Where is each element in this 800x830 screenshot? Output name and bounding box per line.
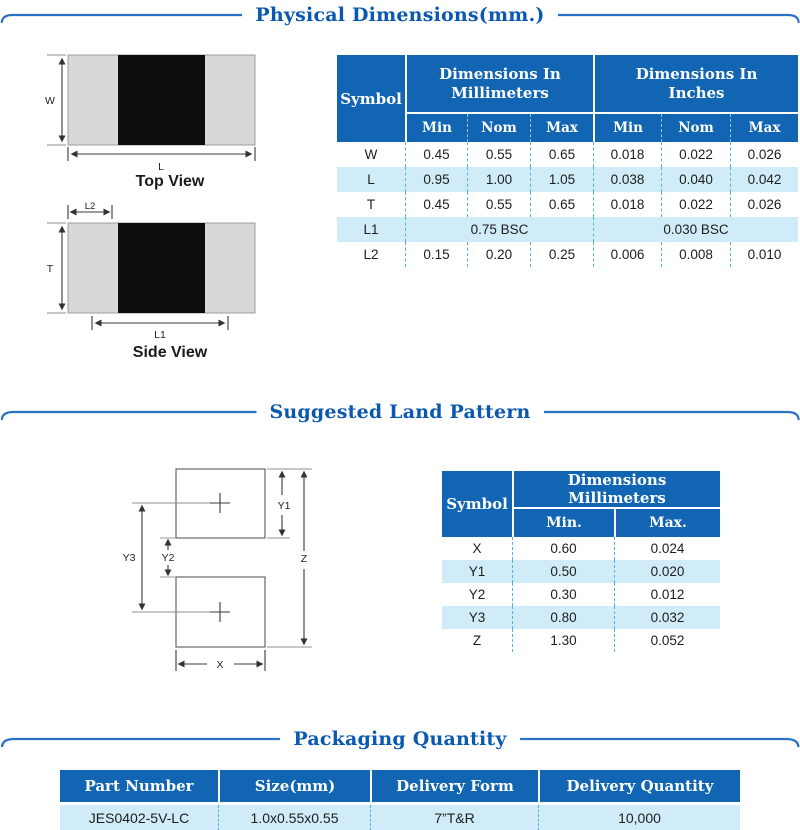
column-header-max: Max	[530, 114, 593, 142]
table-row	[442, 629, 720, 652]
column-header-nom: Nom	[661, 114, 730, 142]
group-label-line2: Millimeters	[451, 83, 549, 102]
z-dimension-label: Z	[300, 553, 308, 565]
table-group-header-row	[337, 55, 798, 114]
table-cell: 0.008	[661, 242, 730, 267]
table-cell: 0.022	[661, 192, 730, 217]
y3-dimension-label: Y3	[122, 552, 136, 564]
table-header-row	[60, 770, 740, 805]
column-header-part-number: Part Number	[60, 770, 218, 805]
table-cell: 0.020	[614, 560, 720, 583]
table-cell: 0.026	[730, 142, 798, 167]
table-cell: 0.010	[730, 242, 798, 267]
column-header-min: Min	[593, 114, 661, 142]
table-cell: 0.80	[512, 606, 614, 629]
cell-delivery-form: 7”T&R	[370, 805, 538, 830]
table-cell: 0.040	[661, 167, 730, 192]
cell-delivery-quantity: 10,000	[538, 805, 740, 830]
side-view-diagram	[40, 200, 270, 365]
column-header-delivery-form: Delivery Form	[370, 770, 538, 805]
table-subheader-row	[337, 114, 798, 142]
land-pattern-table	[442, 471, 720, 652]
table-row	[442, 537, 720, 560]
chip-electrode	[118, 55, 205, 145]
table-row	[337, 167, 798, 192]
table-cell: 0.012	[614, 583, 720, 606]
land-pattern-diagram	[110, 445, 370, 690]
table-cell: 0.20	[467, 242, 530, 267]
section-title-land-pattern: Suggested Land Pattern	[269, 401, 531, 423]
table-cell: 0.55	[467, 142, 530, 167]
column-group-millimeters	[405, 55, 593, 114]
section-header-packaging-quantity	[0, 726, 800, 752]
table-cell: 0.50	[512, 560, 614, 583]
cell-symbol: L	[337, 167, 405, 192]
column-group-inches	[593, 55, 798, 114]
table-cell: 0.024	[614, 537, 720, 560]
column-header-delivery-quantity: Delivery Quantity	[538, 770, 740, 805]
column-header-max: Max	[730, 114, 798, 142]
packaging-quantity-table	[60, 770, 740, 830]
physical-dimensions-table	[337, 55, 798, 267]
table-cell: 0.022	[661, 142, 730, 167]
table-cell: 0.25	[530, 242, 593, 267]
column-header-max: Max.	[614, 509, 720, 537]
table-row	[442, 606, 720, 629]
chip-electrode	[118, 223, 205, 313]
top-view-caption: Top View	[135, 173, 205, 190]
table-cell: 0.15	[405, 242, 467, 267]
table-cell: 0.018	[593, 192, 661, 217]
column-header-symbol: Symbol	[442, 471, 512, 537]
table-cell: 0.55	[467, 192, 530, 217]
column-header-size: Size(mm)	[218, 770, 370, 805]
table-cell: 0.052	[614, 629, 720, 652]
w-dimension-label: W	[45, 95, 55, 107]
cell-symbol: L1	[337, 217, 405, 242]
table-group-header-row	[442, 471, 720, 509]
table-cell: 0.042	[730, 167, 798, 192]
table-cell: 0.95	[405, 167, 467, 192]
table-cell: 0.038	[593, 167, 661, 192]
table-cell: 0.45	[405, 192, 467, 217]
table-cell: 0.026	[730, 192, 798, 217]
cell-symbol: T	[366, 197, 376, 212]
cell-symbol: Y1	[442, 560, 512, 583]
table-row	[60, 805, 740, 830]
side-view-caption: Side View	[132, 344, 208, 361]
table-cell-bsc: 0.75 BSC	[405, 217, 593, 242]
cell-symbol: Y2	[468, 587, 486, 602]
table-cell: 0.018	[593, 142, 661, 167]
table-cell: 1.00	[467, 167, 530, 192]
heading-rule-right	[544, 399, 800, 425]
x-dimension-label: X	[216, 659, 224, 671]
table-row	[337, 192, 798, 217]
group-label-line2: Inches	[668, 83, 725, 102]
cell-size: 1.0x0.55x0.55	[218, 805, 370, 830]
table-row	[337, 242, 798, 267]
y2-dimension-label: Y2	[161, 552, 175, 564]
cell-symbol: Z	[472, 633, 482, 648]
group-label-line1: Dimensions In	[439, 64, 561, 83]
cell-symbol: W	[364, 147, 378, 162]
l1-dimension-label: L1	[154, 329, 166, 341]
heading-rule-left	[0, 399, 257, 425]
section-header-physical-dimensions	[0, 2, 800, 28]
column-header-nom: Nom	[467, 114, 530, 142]
group-label-line1: Dimensions In	[635, 64, 758, 83]
column-header-min: Min.	[512, 509, 614, 537]
l2-dimension-label: L2	[84, 201, 96, 212]
top-view-diagram	[40, 45, 270, 197]
column-group-dimensions-millimeters: Dimensions Millimeters	[512, 471, 720, 509]
table-cell: 0.006	[593, 242, 661, 267]
cell-symbol: Y3	[442, 606, 512, 629]
y1-dimension-label: Y1	[277, 500, 291, 512]
table-row	[442, 583, 720, 606]
heading-rule-right	[558, 2, 800, 28]
table-cell: 1.30	[512, 629, 614, 652]
table-cell: 0.45	[405, 142, 467, 167]
table-cell: 0.65	[530, 192, 593, 217]
column-header-min: Min	[405, 114, 467, 142]
table-cell: 0.65	[530, 142, 593, 167]
heading-rule-right	[520, 726, 800, 752]
l-dimension-label: L	[158, 161, 164, 173]
section-title-packaging-quantity: Packaging Quantity	[293, 728, 507, 750]
cell-symbol: L2	[363, 247, 379, 262]
table-row	[337, 217, 798, 242]
table-row	[442, 560, 720, 583]
table-cell: 0.032	[614, 606, 720, 629]
column-header-symbol: Symbol	[337, 55, 405, 142]
table-cell: 1.05	[530, 167, 593, 192]
t-dimension-label: T	[46, 263, 54, 275]
heading-rule-left	[0, 726, 280, 752]
heading-rule-left	[0, 2, 242, 28]
section-header-land-pattern	[0, 399, 800, 425]
table-row	[337, 142, 798, 167]
table-cell: 0.60	[512, 537, 614, 560]
cell-part-number: JES0402-5V-LC	[60, 805, 218, 830]
table-cell-bsc: 0.030 BSC	[593, 217, 798, 242]
section-title-physical-dimensions: Physical Dimensions(mm.)	[255, 4, 545, 26]
table-cell: 0.30	[512, 583, 614, 606]
cell-symbol: X	[472, 541, 482, 556]
